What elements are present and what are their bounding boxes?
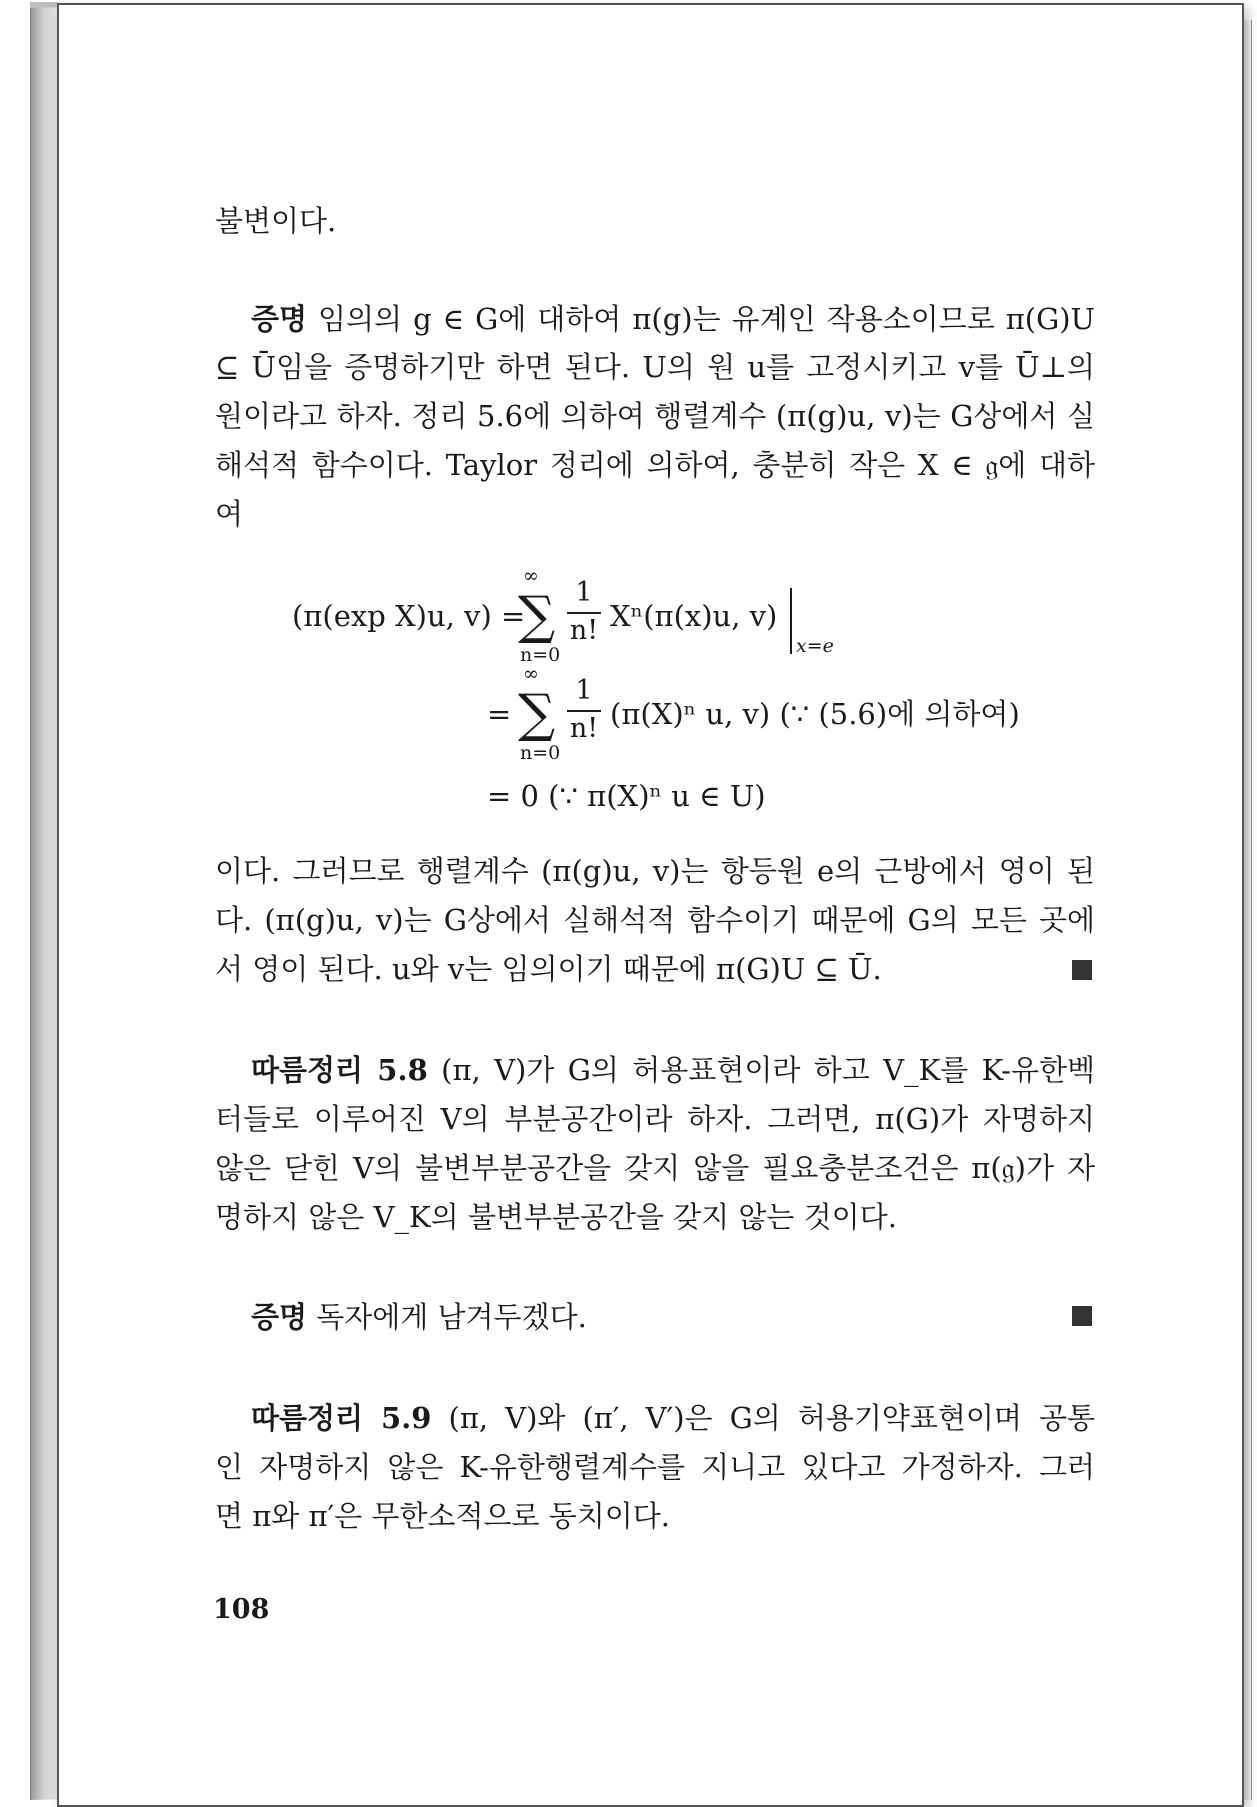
- sum-symbol-1: ∑: [518, 586, 556, 646]
- fraction-denominator-1: n!: [569, 615, 599, 646]
- book-spine: [30, 7, 59, 1800]
- proof-line-4: 해석적 함수이다. Taylor 정리에 의하여, 충분히 작은 X ∈ 𝔤에 대하: [215, 448, 1095, 482]
- proof-line-5: 여: [215, 497, 244, 531]
- corollary-5-9-line-3: 면 π와 π′은 무한소적으로 동치이다.: [215, 1499, 670, 1533]
- proof-2-text: 독자에게 남겨두겠다.: [316, 1300, 587, 1334]
- corollary-5-8-label: 따름정리 5.8: [251, 1053, 428, 1087]
- evaluation-subscript: x=e: [796, 635, 834, 657]
- text-line-after-eq-3: 서 영이 된다. u와 v는 임의이기 때문에 π(G)U ⊆ Ū.: [215, 952, 882, 986]
- evaluation-bar: [790, 588, 792, 654]
- fraction-numerator-1: 1: [575, 577, 593, 608]
- sum-lower-2: n=0: [520, 742, 561, 764]
- sum-upper-2: ∞: [523, 663, 539, 685]
- page-number: 108: [213, 1594, 270, 1625]
- equation-term-2: (π(X)ⁿ u, v) (∵ (5.6)에 의하여): [610, 697, 1020, 731]
- proof-2-line: [215, 1293, 1095, 1341]
- proof-line-3: 원이라고 하자. 정리 5.6에 의하여 행렬계수 (π(g)u, v)는 G상에서 실: [215, 399, 1095, 433]
- corollary-5-9-text-1: (π, V)와 (π′, V′)은 G의 허용기약표현이며 공통: [448, 1401, 1096, 1435]
- corollary-5-8-line-2: 터들로 이루어진 V의 부분공간이라 하자. 그러면, π(G)가 자명하지: [215, 1102, 1095, 1136]
- proof-label: 증명: [251, 302, 308, 336]
- qed-square-2: [1072, 1306, 1092, 1326]
- equation-equals-2: =: [487, 697, 512, 731]
- equation-lhs: (π(exp X)u, v) =: [292, 599, 526, 633]
- equation-line-3: = 0 (∵ π(X)ⁿ u ∈ U): [487, 779, 766, 813]
- proof-line-1: [215, 295, 1095, 343]
- sum-symbol-2: ∑: [518, 684, 556, 744]
- fraction-numerator-2: 1: [575, 675, 593, 706]
- proof-text-1: 임의의 g ∈ G에 대하여 π(g)는 유계인 작용소이므로 π(G)U: [318, 302, 1095, 336]
- corollary-5-9-line-2: 인 자명하지 않은 K-유한행렬계수를 지니고 있다고 가정하자. 그러: [215, 1450, 1095, 1484]
- fraction-denominator-2: n!: [569, 713, 599, 744]
- proof-line-2: ⊆ Ū임을 증명하기만 하면 된다. U의 원 u를 고정시키고 v를 Ū⊥의: [215, 350, 1095, 384]
- corollary-5-9-label: 따름정리 5.9: [251, 1401, 432, 1435]
- corollary-5-8-text-1: (π, V)가 G의 허용표현이라 하고 V_K를 K-유한벡: [441, 1053, 1096, 1087]
- sum-lower-1: n=0: [520, 644, 561, 666]
- corollary-5-8-line-3: 않은 닫힌 V의 불변부분공간을 갖지 않을 필요충분조건은 π(𝔤)가 자: [215, 1151, 1095, 1185]
- text-line-1: 불변이다.: [215, 204, 337, 238]
- corollary-5-8-line-1: [215, 1046, 1095, 1094]
- sum-upper-1: ∞: [523, 565, 539, 587]
- text-line-after-eq-2: 다. (π(g)u, v)는 G상에서 실해석적 함수이기 때문에 G의 모든 곳에: [215, 903, 1095, 937]
- fraction-bar-2: [567, 710, 601, 712]
- equation-term-1: Xⁿ(π(x)u, v): [610, 599, 778, 633]
- corollary-5-9-line-1: [215, 1394, 1095, 1442]
- fraction-bar-1: [567, 612, 601, 614]
- corollary-5-8-line-4: 명하지 않은 V_K의 불변부분공간을 갖지 않는 것이다.: [215, 1200, 897, 1234]
- text-line-after-eq-1: 이다. 그러므로 행렬계수 (π(g)u, v)는 항등원 e의 근방에서 영이 된: [215, 854, 1095, 888]
- proof-2-label: 증명: [251, 1300, 308, 1334]
- qed-square-1: [1072, 960, 1092, 980]
